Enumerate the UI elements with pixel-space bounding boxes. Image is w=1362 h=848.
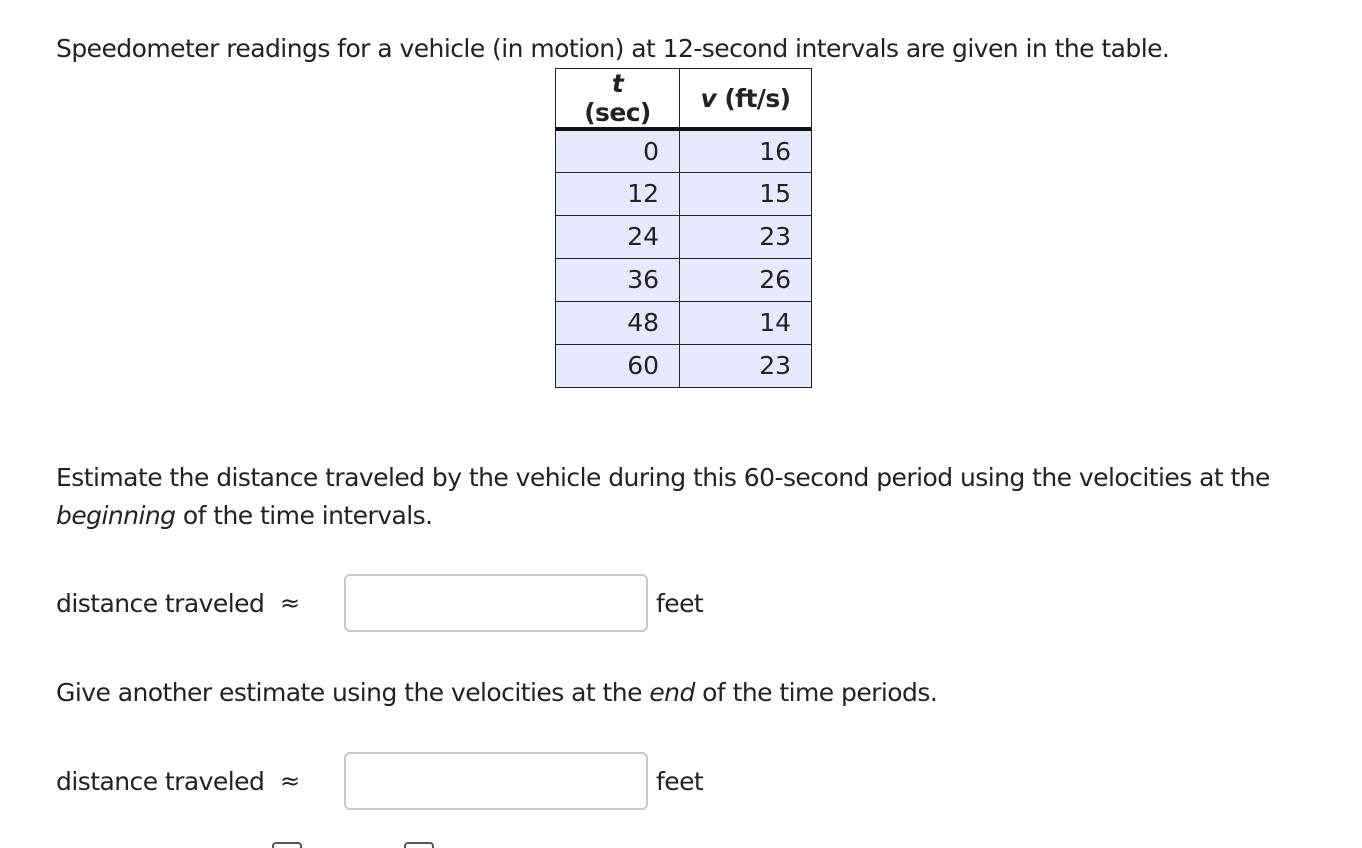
time-cell: 0 (556, 129, 680, 172)
velocity-cell: 26 (680, 258, 812, 301)
question-end-estimate: Give another estimate using the velocities at the end of the time periods. (56, 678, 938, 707)
approx-symbol: ≈ (280, 589, 300, 617)
distance-beginning-input[interactable] (344, 574, 648, 632)
column-header-time: t (sec) (556, 69, 680, 130)
unit-label: feet (656, 588, 704, 618)
approx-symbol: ≈ (280, 767, 300, 795)
answer-row-end (56, 751, 703, 811)
table-row (556, 129, 812, 172)
table-row (556, 258, 812, 301)
table-row (556, 301, 812, 344)
velocity-cell: 15 (680, 172, 812, 215)
velocity-cell: 16 (680, 129, 812, 172)
unit-label: feet (656, 766, 704, 796)
table-header-row (556, 69, 812, 130)
table-row (556, 344, 812, 387)
velocity-cell: 23 (680, 344, 812, 387)
partial-input-box[interactable] (404, 842, 434, 848)
problem-intro: Speedometer readings for a vehicle (in motion) at 12-second intervals are given in the table. (56, 34, 1170, 63)
emphasis-end: end (649, 678, 695, 707)
question-beginning-estimate: Estimate the distance traveled by the vehicle during this 60-second period using the velocities at the beginning of the time intervals. (56, 463, 1270, 530)
velocity-cell: 23 (680, 215, 812, 258)
distance-end-input[interactable] (344, 752, 648, 810)
time-cell: 12 (556, 172, 680, 215)
answer-label: distance traveled (56, 588, 265, 618)
time-cell: 24 (556, 215, 680, 258)
time-cell: 48 (556, 301, 680, 344)
speedometer-table (555, 68, 812, 388)
answer-label: distance traveled (56, 766, 265, 796)
table-row (556, 172, 812, 215)
emphasis-beginning: beginning (56, 501, 176, 530)
answer-row-beginning (56, 573, 703, 633)
table-row (556, 215, 812, 258)
column-header-velocity: v (ft/s) (680, 69, 812, 130)
partial-input-box[interactable] (272, 842, 302, 848)
time-cell: 36 (556, 258, 680, 301)
velocity-cell: 14 (680, 301, 812, 344)
time-cell: 60 (556, 344, 680, 387)
